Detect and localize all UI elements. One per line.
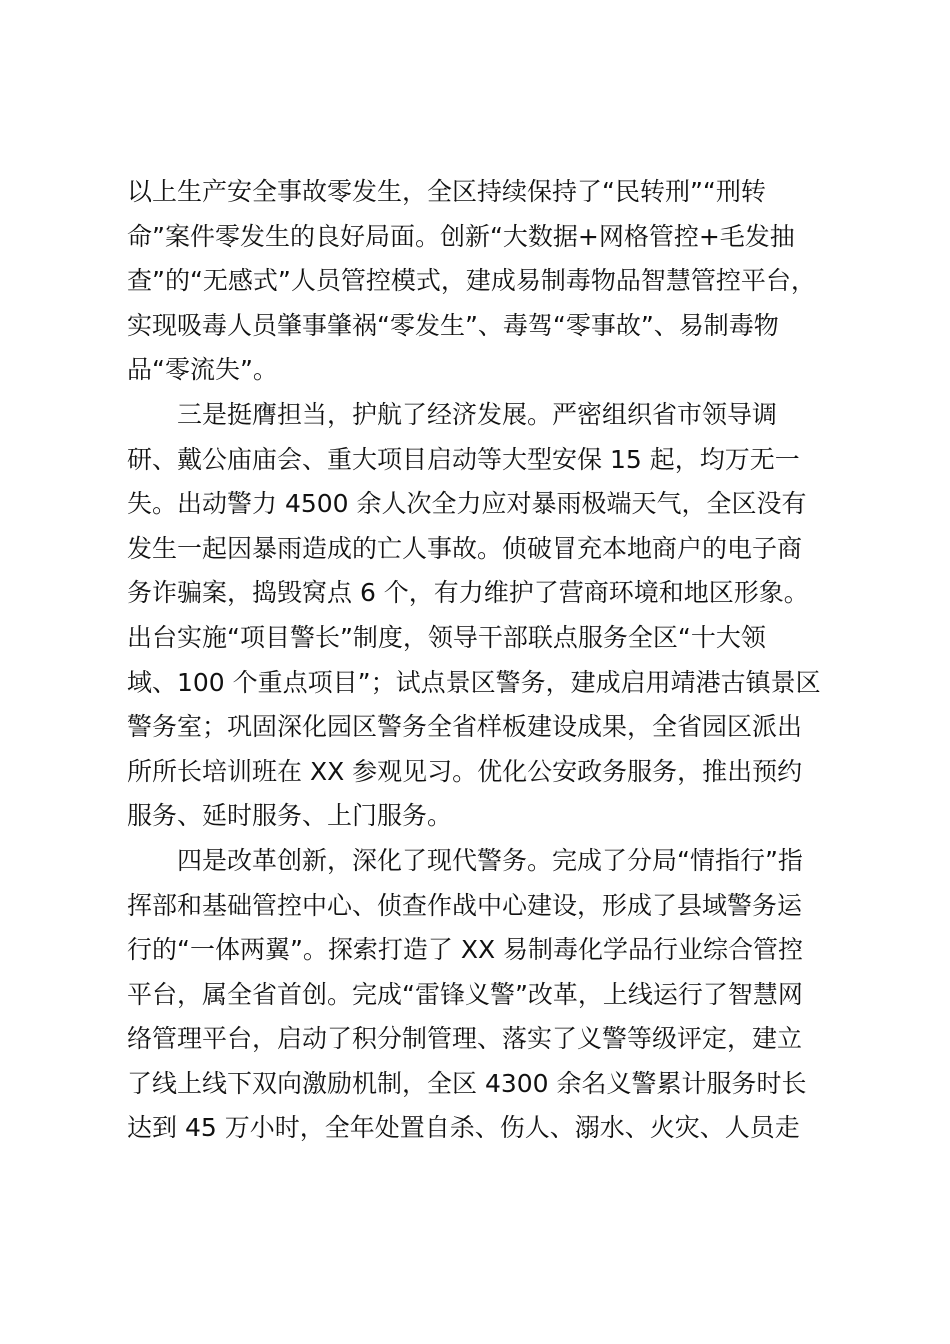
text-line: 挥部和基础管控中心、侦查作战中心建设，形成了县域警务运 — [127, 890, 803, 920]
text-line: 实现吸毒人员肇事肇祸“零发生”、毒驾“零事故”、易制毒物 — [127, 310, 779, 340]
text-line: 络管理平台，启动了积分制管理、落实了义警等级评定，建立 — [127, 1024, 803, 1054]
text-line: 达到 45 万小时，全年处置自杀、伤人、溺水、火灾、人员走 — [127, 1113, 800, 1143]
paragraph-start-line: 三是挺膺担当，护航了经济发展。严密组织省市领导调 — [177, 399, 778, 429]
text-line: 了线上线下双向激励机制，全区 4300 余名义警累计服务时长 — [127, 1068, 807, 1098]
text-line: 查”的“无感式”人员管控模式，建成易制毒物品智慧管控平台， — [127, 266, 816, 296]
text-line: 发生一起因暴雨造成的亡人事故。侦破冒充本地商户的电子商 — [127, 533, 803, 563]
text-line: 研、戴公庙庙会、重大项目启动等大型安保 15 起，均万无一 — [127, 444, 800, 474]
text-line: 所所长培训班在 XX 参观见习。优化公安政务服务，推出预约 — [127, 756, 803, 786]
text-line: 品“零流失”。 — [127, 355, 278, 385]
text-line: 务诈骗案，捣毁窝点 6 个，有力维护了营商环境和地区形象。 — [127, 578, 809, 608]
text-line: 域、100 个重点项目”；试点景区警务，建成启用靖港古镇景区 — [127, 667, 821, 697]
text-line: 失。出动警力 4500 余人次全力应对暴雨极端天气，全区没有 — [127, 489, 807, 519]
text-line: 命”案件零发生的良好局面。创新“大数据+网格管控+毛发抽 — [127, 221, 795, 251]
text-line: 警务室；巩固深化园区警务全省样板建设成果，全省园区派出 — [127, 712, 803, 742]
document-body — [127, 170, 837, 1151]
text-line: 出台实施“项目警长”制度，领导干部联点服务全区“十大领 — [127, 622, 766, 652]
text-line: 平台，属全省首创。完成“雷锋义警”改革，上线运行了智慧网 — [127, 979, 803, 1009]
paragraph-start-line: 四是改革创新，深化了现代警务。完成了分局“情指行”指 — [177, 845, 803, 875]
text-line: 以上生产安全事故零发生，全区持续保持了“民转刑”“刑转 — [127, 177, 766, 206]
text-line: 服务、延时服务、上门服务。 — [127, 801, 453, 831]
text-line: 行的“一体两翼”。探索打造了 XX 易制毒化学品行业综合管控 — [127, 935, 804, 965]
